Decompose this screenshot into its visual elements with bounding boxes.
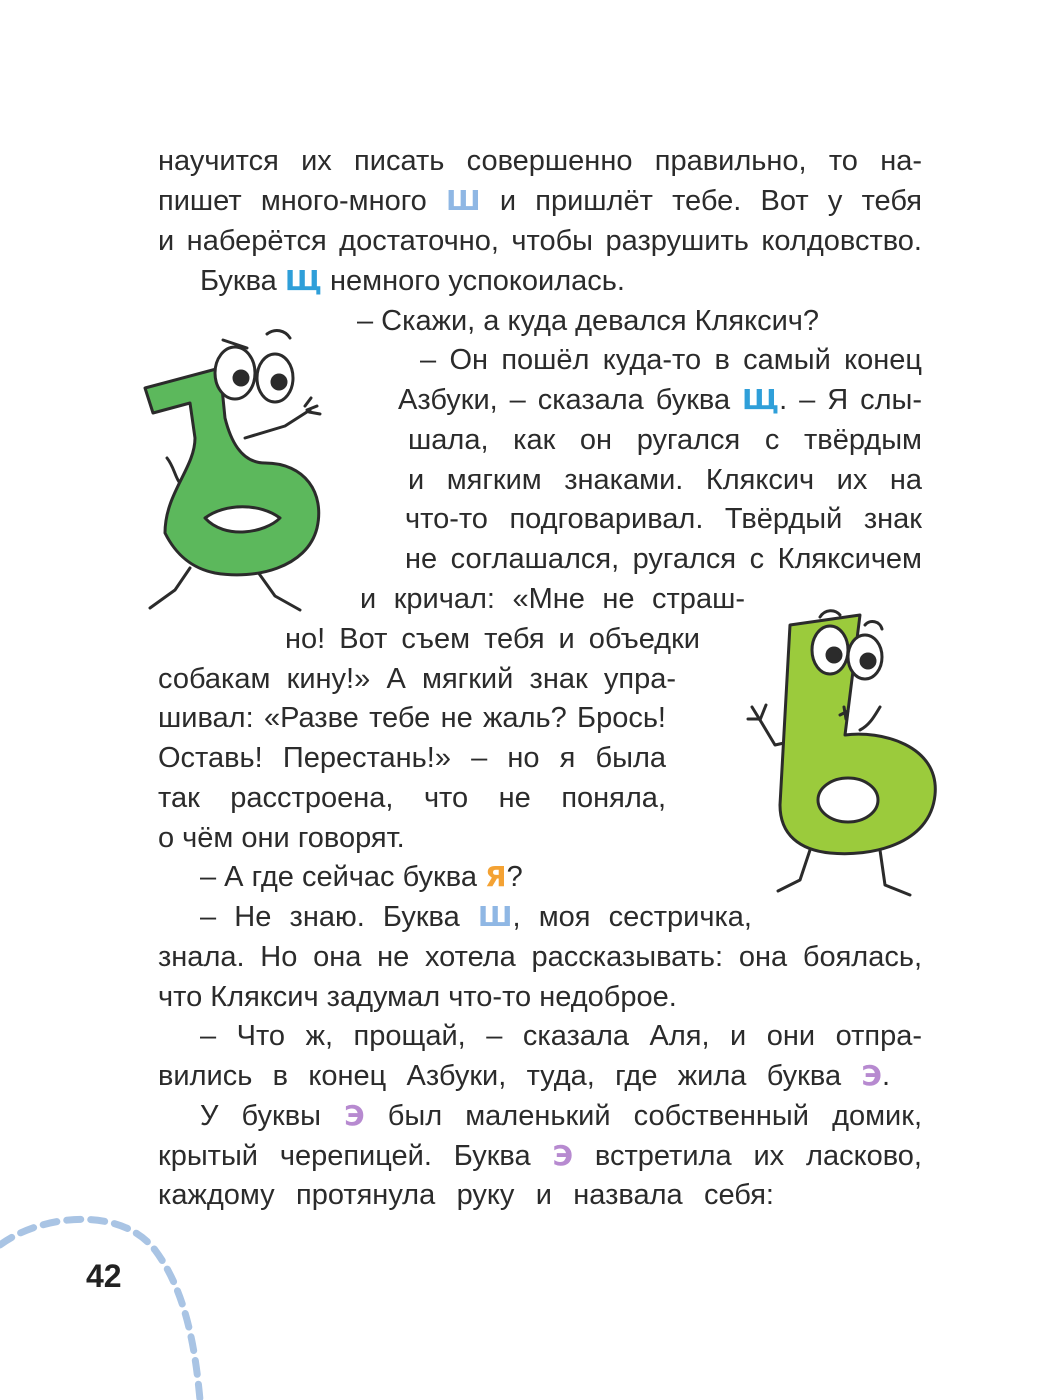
text-line: собакам кину!» А мягкий знак упра- xyxy=(158,663,676,695)
text-line: не соглашался, ругался с Кляксичем xyxy=(405,543,922,575)
hard-sign-character-illustration xyxy=(135,318,345,618)
text-line: Азбуки, – сказала буква Щ. – Я слы- xyxy=(398,383,922,416)
letter-ya: Я xyxy=(485,860,507,893)
letter-sha: Ш xyxy=(477,900,513,933)
dashed-arc-decoration xyxy=(0,1195,220,1400)
text-line: научится их писать совершенно правильно, то на- xyxy=(158,145,922,177)
text-line: вились в конец Азбуки, туда, где жила буква Э. xyxy=(158,1059,890,1092)
letter-e: Э xyxy=(344,1099,365,1132)
text-line: У буквы Э был маленький собственный домик, xyxy=(200,1099,922,1132)
text-line: каждому протянула руку и назвала себя: xyxy=(158,1179,774,1211)
letter-shcha: Щ xyxy=(284,264,322,297)
text-line: и наберётся достаточно, чтобы разрушить колдовство. xyxy=(158,225,922,257)
text-line: Оставь! Перестань!» – но я была xyxy=(158,742,666,774)
text-line: – А где сейчас буква Я? xyxy=(200,860,523,893)
page-number: 42 xyxy=(86,1258,122,1294)
text-line: знала. Но она не хотела рассказывать: она боялась, xyxy=(158,941,922,973)
letter-shcha: Щ xyxy=(742,383,780,416)
text-line: крытый черепицей. Буква Э встретила их ласково, xyxy=(158,1139,922,1172)
text-line: шивал: «Разве тебе не жаль? Брось! xyxy=(158,702,666,734)
text-line: что Кляксич задумал что-то недоброе. xyxy=(158,981,677,1013)
text-line: так расстроена, что не поняла, xyxy=(158,782,666,814)
text-line: – Что ж, прощай, – сказала Аля, и они отпра- xyxy=(200,1020,922,1052)
letter-e: Э xyxy=(552,1139,574,1172)
text-line: Буква Щ немного успокоилась. xyxy=(200,264,625,297)
text-line: – Скажи, а куда девался Кляксич? xyxy=(357,305,820,337)
soft-sign-character-illustration xyxy=(730,595,955,905)
text-line: что-то подговаривал. Твёрдый знак xyxy=(405,503,922,535)
text-line: – Не знаю. Буква Ш, моя сестричка, xyxy=(200,900,752,933)
text-line: – Он пошёл куда-то в самый конец xyxy=(420,344,922,376)
text-line: о чём они говорят. xyxy=(158,822,405,854)
text-line: и мягким знаками. Кляксич их на xyxy=(408,464,922,496)
text-line: но! Вот съем тебя и объедки xyxy=(285,623,700,655)
text-line: шала, как он ругался с твёрдым xyxy=(408,424,922,456)
letter-sha: Ш xyxy=(446,184,481,217)
text-line: пишет много-много Ш и пришлёт тебе. Вот у тебя xyxy=(158,184,923,217)
text-line: и кричал: «Мне не страш- xyxy=(360,583,745,615)
letter-e: Э xyxy=(861,1059,882,1092)
